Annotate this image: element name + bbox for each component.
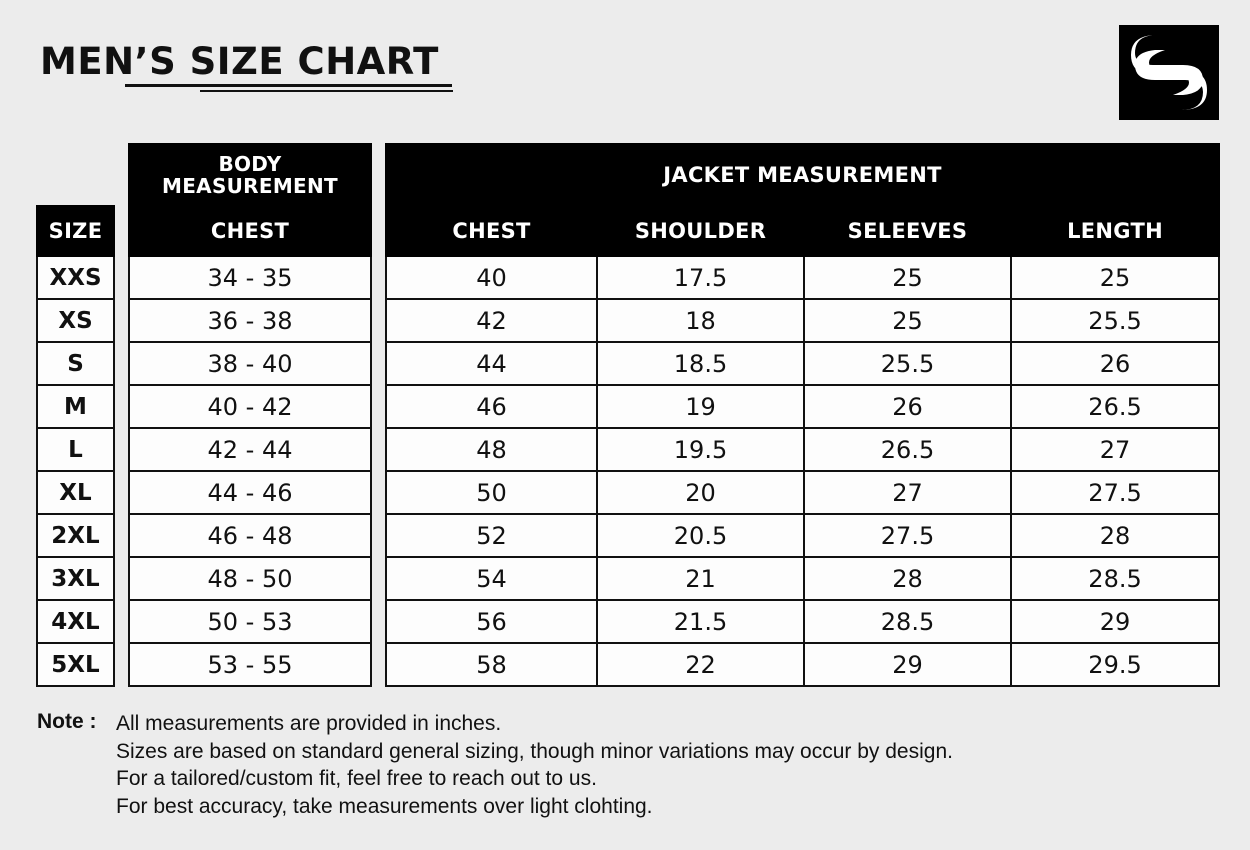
- body-chest-cell: 44 - 46: [129, 471, 371, 514]
- jacket-length-cell: 28.5: [1011, 557, 1219, 600]
- table-row: [386, 385, 1219, 428]
- jacket-chest-cell: 44: [386, 342, 597, 385]
- jacket-sleeves-cell: 25.5: [804, 342, 1011, 385]
- note-lines: [116, 710, 1016, 820]
- jacket-chest-cell: 48: [386, 428, 597, 471]
- jacket-measurement-header: JACKET MEASUREMENT: [386, 144, 1219, 206]
- jacket-length-cell: 27.5: [1011, 471, 1219, 514]
- size-cell: 2XL: [37, 514, 114, 557]
- note-line: All measurements are provided in inches.: [116, 712, 502, 735]
- jacket-shoulder-cell: 18: [597, 299, 804, 342]
- jacket-sleeves-cell: 29: [804, 643, 1011, 686]
- size-cell: 4XL: [37, 600, 114, 643]
- note-line: For best accuracy, take measurements over light clohting.: [116, 794, 653, 818]
- jacket-length-cell: 26: [1011, 342, 1219, 385]
- jacket-chest-header: CHEST: [386, 206, 597, 256]
- jacket-length-cell: 26.5: [1011, 385, 1219, 428]
- note-line: For a tailored/custom fit, feel free to reach out to us.: [116, 767, 597, 790]
- size-cell: XL: [37, 471, 114, 514]
- s-monogram-logo: [1119, 25, 1219, 120]
- body-chest-cell: 34 - 35: [129, 256, 371, 299]
- body-chest-cell: 48 - 50: [129, 557, 371, 600]
- jacket-shoulder-cell: 21: [597, 557, 804, 600]
- jacket-shoulder-cell: 22: [597, 643, 804, 686]
- jacket-length-cell: 28: [1011, 514, 1219, 557]
- logo-icon: [1119, 25, 1219, 120]
- size-cell: XS: [37, 299, 114, 342]
- jacket-sleeves-cell: 28.5: [804, 600, 1011, 643]
- body-chest-cell: 53 - 55: [129, 643, 371, 686]
- jacket-sleeves-cell: 27: [804, 471, 1011, 514]
- jacket-length-header: LENGTH: [1011, 206, 1219, 256]
- jacket-sleeves-cell: 27.5: [804, 514, 1011, 557]
- jacket-sleeves-cell: 26.5: [804, 428, 1011, 471]
- body-header-line2: MEASUREMENT: [162, 174, 338, 198]
- body-chest-cell: 40 - 42: [129, 385, 371, 428]
- jacket-chest-cell: 46: [386, 385, 597, 428]
- table-row: [386, 643, 1219, 686]
- jacket-shoulder-cell: 19: [597, 385, 804, 428]
- body-measurement-table: [128, 143, 372, 687]
- body-measurement-header: [129, 144, 371, 206]
- body-header-line1: BODY: [218, 152, 282, 176]
- size-cell: 3XL: [37, 557, 114, 600]
- size-cell: 5XL: [37, 643, 114, 686]
- body-chest-cell: 50 - 53: [129, 600, 371, 643]
- jacket-shoulder-cell: 17.5: [597, 256, 804, 299]
- jacket-chest-cell: 56: [386, 600, 597, 643]
- body-chest-cell: 36 - 38: [129, 299, 371, 342]
- jacket-chest-cell: 40: [386, 256, 597, 299]
- jacket-chest-cell: 58: [386, 643, 597, 686]
- table-row: [386, 428, 1219, 471]
- jacket-length-cell: 25: [1011, 256, 1219, 299]
- jacket-sleeves-cell: 25: [804, 256, 1011, 299]
- jacket-chest-cell: 54: [386, 557, 597, 600]
- jacket-shoulder-cell: 20: [597, 471, 804, 514]
- jacket-sleeves-cell: 25: [804, 299, 1011, 342]
- jacket-chest-cell: 50: [386, 471, 597, 514]
- note-label: Note :: [37, 710, 97, 733]
- table-row: [386, 342, 1219, 385]
- note-line: Sizes are based on standard general sizing, though minor variations may occur by design.: [116, 739, 953, 763]
- jacket-sleeves-cell: 28: [804, 557, 1011, 600]
- jacket-chest-cell: 52: [386, 514, 597, 557]
- jacket-chest-cell: 42: [386, 299, 597, 342]
- page-title: MEN’S SIZE CHART: [40, 40, 439, 83]
- size-header: SIZE: [37, 206, 114, 256]
- jacket-shoulder-cell: 21.5: [597, 600, 804, 643]
- jacket-shoulder-cell: 18.5: [597, 342, 804, 385]
- jacket-shoulder-header: SHOULDER: [597, 206, 804, 256]
- jacket-sleeves-cell: 26: [804, 385, 1011, 428]
- jacket-shoulder-cell: 19.5: [597, 428, 804, 471]
- body-chest-cell: 46 - 48: [129, 514, 371, 557]
- jacket-measurement-table: [385, 143, 1220, 687]
- table-row: [386, 557, 1219, 600]
- jacket-length-cell: 29: [1011, 600, 1219, 643]
- title-underline: [125, 84, 452, 87]
- jacket-length-cell: 27: [1011, 428, 1219, 471]
- table-row: [386, 600, 1219, 643]
- size-table: [36, 205, 115, 687]
- table-row: [386, 256, 1219, 299]
- body-chest-header: CHEST: [129, 206, 371, 256]
- body-chest-cell: 38 - 40: [129, 342, 371, 385]
- table-row: [386, 471, 1219, 514]
- jacket-sleeves-header: SELEEVES: [804, 206, 1011, 256]
- title-underline-secondary: [200, 90, 453, 92]
- jacket-length-cell: 29.5: [1011, 643, 1219, 686]
- size-cell: L: [37, 428, 114, 471]
- table-row: [386, 299, 1219, 342]
- size-cell: S: [37, 342, 114, 385]
- jacket-length-cell: 25.5: [1011, 299, 1219, 342]
- size-cell: M: [37, 385, 114, 428]
- body-chest-cell: 42 - 44: [129, 428, 371, 471]
- jacket-shoulder-cell: 20.5: [597, 514, 804, 557]
- table-row: [386, 514, 1219, 557]
- size-cell: XXS: [37, 256, 114, 299]
